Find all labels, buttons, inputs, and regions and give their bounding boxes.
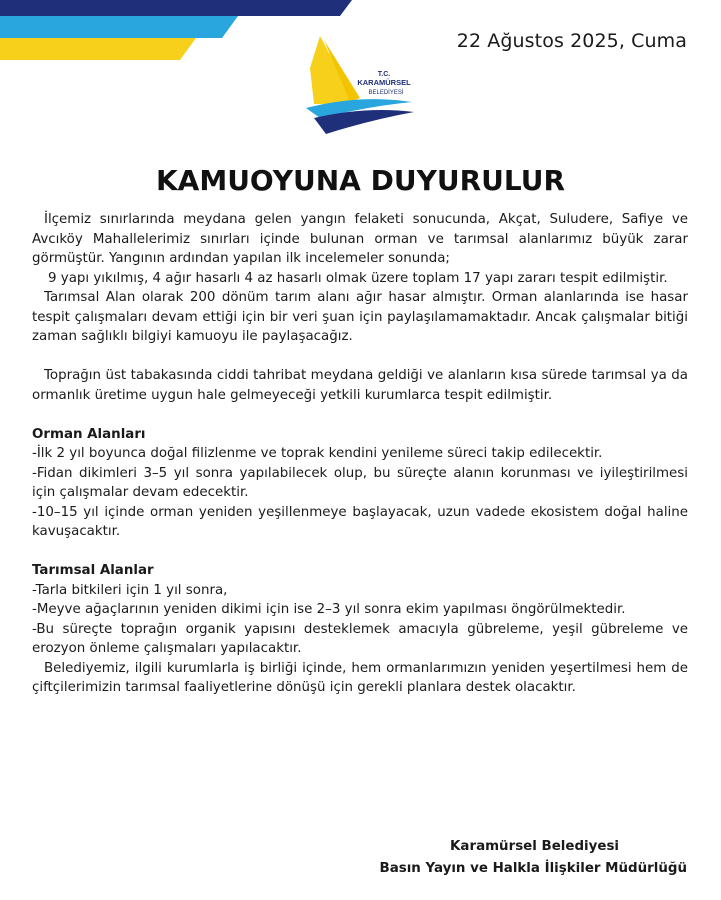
forest-item: -Fidan dikimleri 3–5 yıl sonra yapılabilecek olup, bu süreçte alanın korunması ve iyileştirilmesi için çalışmalar devam edecektir.: [32, 465, 688, 500]
announcement-body: [32, 210, 688, 698]
agri-heading: Tarımsal Alanlar: [32, 563, 154, 578]
page-title: KAMUOYUNA DUYURULUR: [155, 164, 566, 197]
announcement-date: 22 Ağustos 2025, Cuma: [456, 30, 687, 52]
signature-municipality: Karamürsel Belediyesi: [450, 839, 619, 854]
logo-text-municipality: BELEDİYESİ: [368, 90, 404, 96]
signature-block: [380, 836, 688, 880]
paragraph-intro: İlçemiz sınırlarında meydana gelen yangın felaketi sonucunda, Akçat, Suludere, Safiye ve Avcıköy Mahallelerimiz sınırları içinde bulunan orman ve tarımsal alanlarımız büyük zarar görmüştür. Yangının ardından yapılan ilk incelemeler sonunda;: [32, 212, 688, 266]
paragraph-buildings: 9 yapı yıkılmış, 4 ağır hasarlı 4 az hasarlı olmak üzere toplam 17 yapı zararı tespit edilmiştir.: [48, 270, 668, 286]
logo-text-city: KARAMÜRSEL: [357, 78, 411, 87]
signature-department: Basın Yayın ve Halkla İlişkiler Müdürlüğü: [379, 861, 687, 876]
agri-item: -Meyve ağaçlarının yeniden dikimi için ise 2–3 yıl sonra ekim yapılması öngörülmektedir.: [32, 602, 626, 617]
logo-text-tc: T.C.: [377, 71, 391, 78]
yellow-stripe: [0, 38, 196, 60]
paragraph-closing: Belediyemiz, ilgili kurumlarla iş birliği içinde, hem ormanlarımızın yeniden yeşertilmesi hem de çiftçilerimizin tarımsal faaliyetlerine dönüşü için gerekli planlara destek olacaktır.: [32, 660, 688, 695]
paragraph-soil: Toprağın üst tabakasında ciddi tahribat meydana geldiği ve alanların kısa sürede tarımsal ya da ormanlık üretime uygun hale gelmeyeceği yetkili kurumlarca tespit edilmiştir.: [32, 368, 688, 403]
forest-item: -İlk 2 yıl boyunca doğal filizlenme ve toprak kendini yenileme süreci takip edilecektir.: [32, 446, 603, 461]
sky-stripe: [0, 16, 238, 38]
forest-heading: Orman Alanları: [32, 426, 146, 442]
karamursel-logo: [300, 28, 420, 140]
agri-item: -Bu süreçte toprağın organik yapısını desteklemek amacıyla gübreleme, yeşil gübreleme ve erozyon önleme çalışmaları yapılacaktır.: [32, 621, 688, 656]
agri-item: -Tarla bitkileri için 1 yıl sonra,: [32, 582, 228, 598]
paragraph-agri-damage: Tarımsal Alan olarak 200 dönüm tarım alanı ağır hasar almıştır. Orman alanlarında ise hasar tespit çalışmaları devam ettiği için bir veri şuan için paylaşılamamaktadır. Ancak çalışmalar bitiği zaman sağlıklı bilgiyi kamuoyu ile paylaşacağız.: [32, 290, 688, 344]
navy-stripe: [0, 0, 352, 16]
forest-item: -10–15 yıl içinde orman yeniden yeşillenmeye başlayacak, uzun vadede ekosistem doğal haline kavuşacaktır.: [32, 504, 688, 539]
